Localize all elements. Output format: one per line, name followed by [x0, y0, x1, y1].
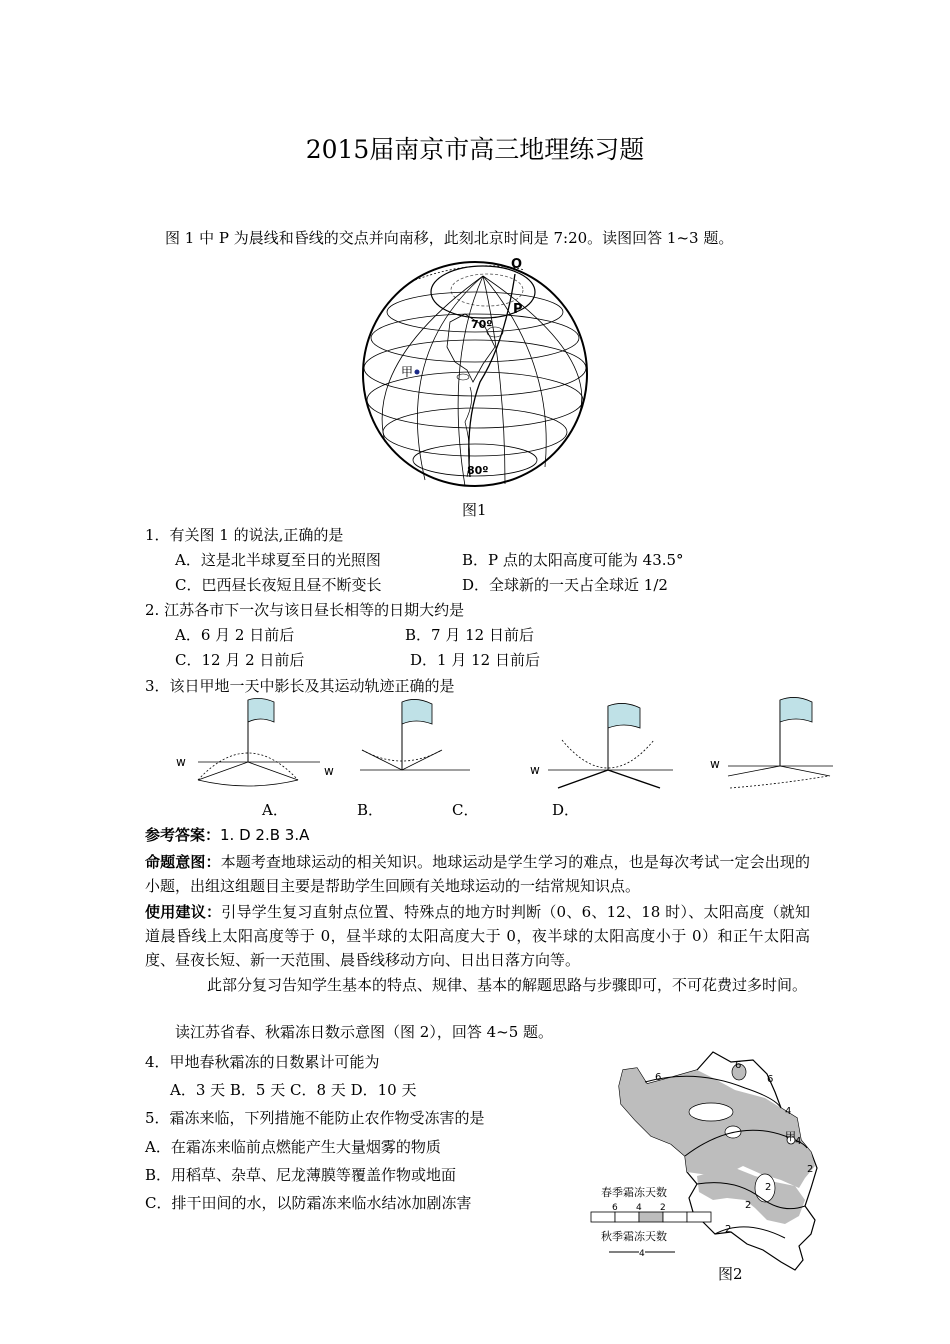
contour-6b: 6	[735, 1060, 742, 1071]
q3-diagram-b	[320, 696, 480, 791]
contour-2d: 2	[725, 1224, 732, 1235]
contour-2b: 2	[765, 1182, 772, 1193]
intent-label: 命题意图：	[145, 853, 221, 871]
contour-6c: 6	[767, 1074, 774, 1085]
fig2-caption: 图2	[718, 1265, 743, 1283]
fig2-label-jia: 甲	[785, 1130, 796, 1143]
contour-4a: 4	[785, 1106, 792, 1117]
q2-option-b: B．7 月 12 日前后	[405, 626, 534, 644]
q3-b-w: w	[324, 764, 334, 778]
q3-diagram-a	[170, 696, 320, 791]
q3-label-b: B．	[357, 801, 384, 819]
scale-4: 4	[636, 1203, 642, 1213]
page-title: 2015届南京市高三地理练习题	[305, 135, 645, 164]
q3-d-w: w	[710, 757, 720, 771]
q3-label-c: C．	[452, 801, 479, 819]
advice-label: 使用建议：	[145, 903, 222, 921]
advice-text: 引导学生复习直射点位置、特殊点的地方时判断（0、6、12、18 时）、太阳高度（就知道晨昏线上太阳高度等于 0，昼半球的太阳高度大于 0，夜半球的太阳高度小于 0）和正午太阳高度、昼夜长短、新一天范围、晨昏线移动方向、日出日落方向等。	[145, 903, 810, 969]
contour-4b: 4	[795, 1136, 802, 1147]
intro-fig2: 读江苏省春、秋霜冻日数示意图（图 2），回答 4~5 题。	[175, 1023, 554, 1041]
advice-paragraph-2: 此部分复习告知学生基本的特点、规律、基本的解题思路与步骤即可，不可花费过多时间。	[207, 976, 808, 994]
q2-option-a: A．6 月 2 日前后	[175, 626, 295, 644]
q3-diagram-c	[528, 696, 678, 796]
legend-spring: 春季霜冻天数	[601, 1186, 667, 1199]
point-jia	[415, 370, 420, 375]
q1-option-d: D．全球新的一天占全球近 1/2	[462, 576, 668, 594]
scale-6: 6	[612, 1203, 618, 1213]
q3-a-w: w	[176, 755, 186, 769]
answers-line	[145, 825, 309, 845]
q3-c-w: w	[530, 763, 540, 777]
advice-paragraph	[145, 900, 810, 972]
q5-option-b: B．用稻草、杂草、尼龙薄膜等覆盖作物或地面	[145, 1166, 457, 1184]
answers-text: 1. D 2.B 3.A	[220, 826, 310, 844]
scale-2: 2	[660, 1203, 666, 1213]
q4-stem: 4．甲地春秋霜冻的日数累计可能为	[145, 1053, 380, 1071]
q3-stem: 3．该日甲地一天中影长及其运动轨迹正确的是	[145, 677, 455, 695]
q3-diagram-d	[708, 696, 838, 796]
q1-option-b: B．P 点的太阳高度可能为 43.5°	[462, 551, 684, 569]
autumn-4: 4	[639, 1249, 645, 1259]
q1-stem: 1．有关图 1 的说法,正确的是	[145, 526, 344, 544]
q4-options: A．3 天 B．5 天 C．8 天 D．10 天	[170, 1081, 417, 1099]
q5-stem: 5．霜冻来临，下列措施不能防止农作物受冻害的是	[145, 1109, 485, 1127]
label-o: O	[511, 257, 523, 272]
fig1-caption: 图1	[462, 501, 487, 519]
label-jia: 甲	[401, 365, 414, 379]
jiangsu-frost-map	[585, 1048, 835, 1288]
intent-paragraph	[145, 850, 810, 898]
q3-label-d: D．	[552, 801, 580, 819]
intent-text: 本题考查地球运动的相关知识。地球运动是学生学习的难点，也是每次考试一定会出现的小题，出组这组题目主要是帮助学生回顾有关地球运动的一结常规知识点。	[145, 853, 810, 895]
q1-option-a: A．这是北半球夏至日的光照图	[175, 551, 381, 569]
label-p: P	[513, 302, 523, 317]
label-80: 80º	[467, 464, 489, 477]
q1-option-c: C．巴西昼长夜短且昼不断变长	[175, 576, 382, 594]
q5-option-c: C．排干田间的水，以防霜冻来临水结冰加剧冻害	[145, 1194, 472, 1212]
contour-6a: 6	[655, 1072, 662, 1083]
label-70: 70º	[471, 318, 493, 331]
contour-2a: 2	[807, 1164, 814, 1175]
answers-label: 参考答案：	[145, 826, 221, 844]
q3-label-a: A．	[262, 801, 288, 819]
contour-2c: 2	[745, 1200, 752, 1211]
globe-figure	[355, 252, 595, 492]
intro-fig1: 图 1 中 P 为晨线和昏线的交点并向南移，此刻北京时间是 7:20。读图回答 1~3 题。	[165, 229, 734, 247]
q2-option-c: C．12 月 2 日前后	[175, 651, 305, 669]
q2-option-d: D．1 月 12 日前后	[410, 651, 540, 669]
q2-stem: 2. 江苏各市下一次与该日昼长相等的日期大约是	[145, 601, 465, 619]
q5-option-a: A．在霜冻来临前点燃能产生大量烟雾的物质	[145, 1138, 441, 1156]
legend-autumn: 秋季霜冻天数	[601, 1230, 667, 1243]
